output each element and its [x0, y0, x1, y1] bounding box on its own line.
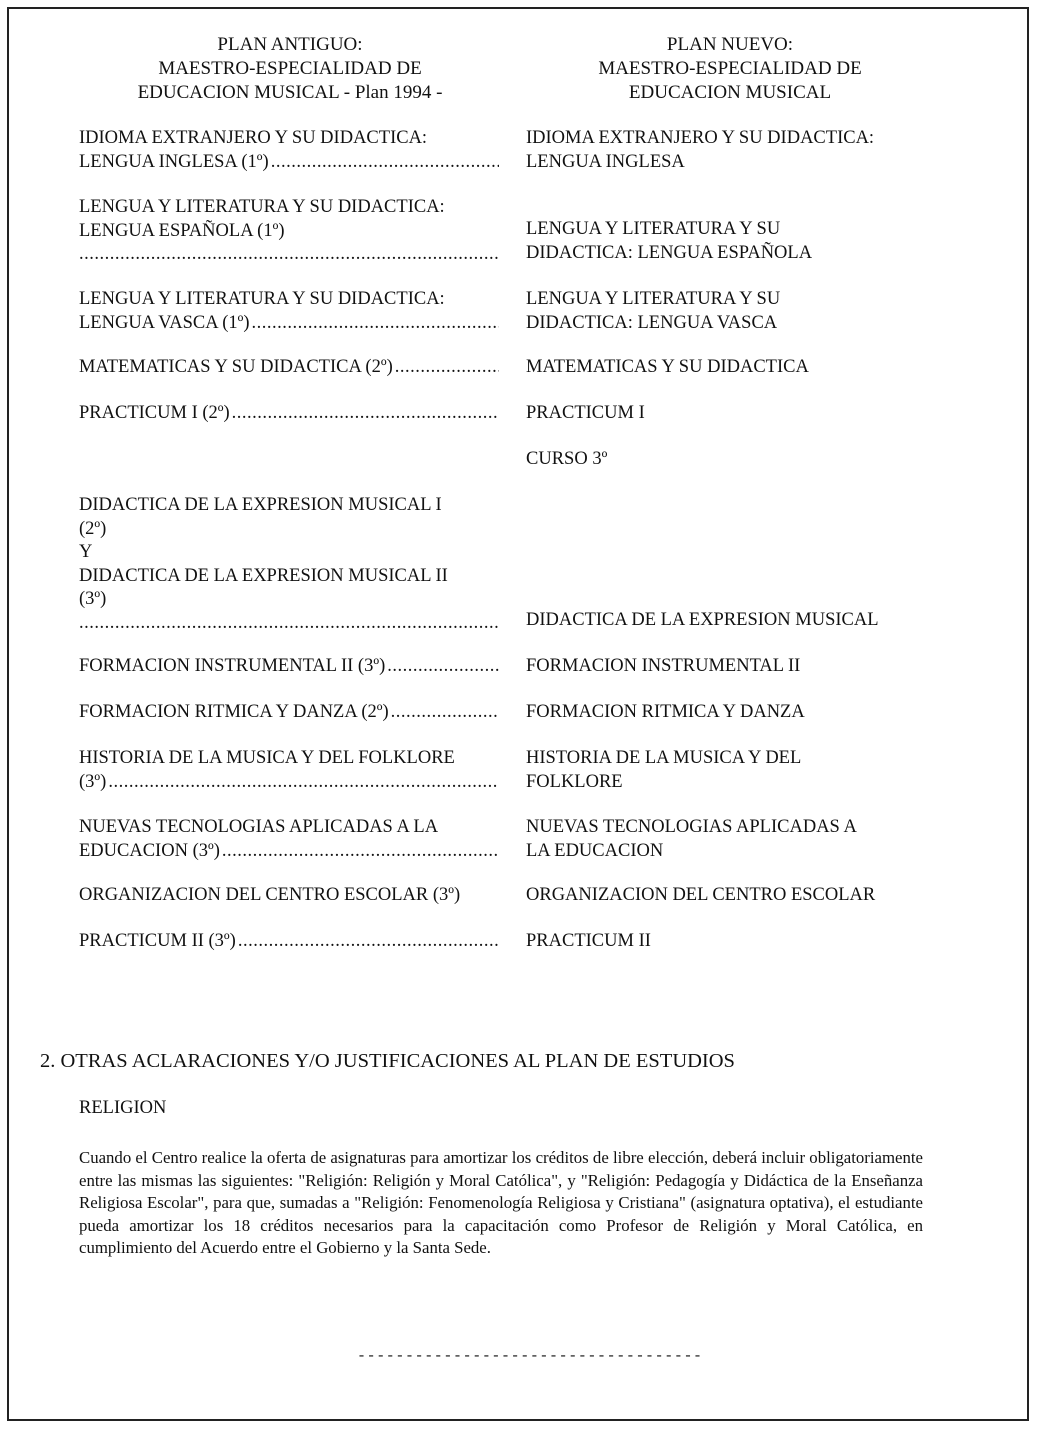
subject-line: IDIOMA EXTRANJERO Y SU DIDACTICA: [79, 128, 428, 148]
subject-line-row [79, 771, 499, 795]
subject-line: (3º) [79, 771, 107, 792]
subject-line: MATEMATICAS Y SU DIDACTICA [526, 357, 809, 377]
subject-line: PRACTICUM I (2º) [79, 403, 230, 423]
old-plan-header [100, 33, 480, 105]
subject-line: HISTORIA DE LA MUSICA Y DEL [526, 748, 802, 768]
subject-line: LENGUA ESPAÑOLA (1º) [79, 220, 285, 241]
leader-dots [395, 356, 499, 380]
old-subject-matematicas [79, 356, 499, 380]
subject-line: PRACTICUM II (3º) [79, 931, 236, 951]
leader-dots [238, 930, 499, 954]
subject-line: MATEMATICAS Y SU DIDACTICA (2º) [79, 357, 393, 377]
old-subject-expresion-musical [79, 494, 499, 635]
subject-line: (3º) [79, 589, 107, 609]
new-curso-3 [526, 448, 926, 472]
old-subject-historia [79, 747, 499, 794]
new-subject-vasca [526, 288, 926, 335]
new-subject-practicum-i [526, 402, 926, 426]
religion-heading: RELIGION [79, 1098, 167, 1118]
new-subject-matematicas [526, 356, 926, 380]
old-subject-ritmica [79, 701, 499, 725]
new-subject-instrumental [526, 655, 926, 679]
subject-line: NUEVAS TECNOLOGIAS APLICADAS A [526, 817, 857, 837]
subject-line: ORGANIZACION DEL CENTRO ESCOLAR (3º) [79, 885, 461, 905]
leader-dots [387, 655, 499, 679]
subject-line: LENGUA Y LITERATURA Y SU DIDACTICA: [79, 289, 445, 309]
new-subject-expresion-musical [526, 609, 926, 633]
leader-dots [108, 771, 499, 795]
header-line: EDUCACION MUSICAL [628, 82, 832, 103]
subject-line-row [79, 701, 499, 725]
subject-line: LA EDUCACION [526, 840, 664, 861]
subject-line: LENGUA INGLESA (1º) [79, 151, 269, 172]
old-subject-organizacion [79, 884, 499, 908]
subject-line: IDIOMA EXTRANJERO Y SU DIDACTICA: [526, 128, 875, 148]
subject-line-row [79, 356, 499, 380]
old-subject-practicum-i [79, 402, 499, 426]
old-subject-instrumental [79, 655, 499, 679]
subject-line: DIDACTICA DE LA EXPRESION MUSICAL [526, 610, 879, 630]
header-line: EDUCACION MUSICAL - Plan 1994 - [137, 82, 443, 103]
header-line: MAESTRO-ESPECIALIDAD DE [158, 58, 422, 79]
old-subject-idioma [79, 127, 499, 174]
subject-line: CURSO 3º [526, 449, 608, 469]
subject-line: LENGUA Y LITERATURA Y SU [526, 289, 781, 309]
new-subject-organizacion [526, 884, 926, 908]
new-subject-idioma [526, 127, 926, 174]
new-subject-historia [526, 747, 926, 794]
subject-line: DIDACTICA DE LA EXPRESION MUSICAL I [79, 495, 442, 515]
subject-line: ORGANIZACION DEL CENTRO ESCOLAR [526, 885, 876, 905]
end-rule: ------------------------------------ [357, 1348, 703, 1365]
subject-line-row [79, 655, 499, 679]
subject-line: PRACTICUM II [526, 931, 651, 951]
subject-line-row [79, 151, 499, 175]
subject-line: FORMACION RITMICA Y DANZA [526, 702, 805, 722]
subject-line-row [79, 612, 499, 636]
subject-line-row [79, 312, 499, 336]
header-line: PLAN ANTIGUO: [217, 34, 363, 55]
leader-dots [391, 701, 499, 725]
subject-line: HISTORIA DE LA MUSICA Y DEL FOLKLORE [79, 748, 455, 768]
subject-line: DIDACTICA DE LA EXPRESION MUSICAL II [79, 565, 448, 586]
subject-line: (2º) [79, 518, 107, 539]
section-heading: 2. OTRAS ACLARACIONES Y/O JUSTIFICACIONES AL PLAN DE ESTUDIOS [40, 1050, 735, 1072]
old-subject-espanola [79, 196, 499, 267]
subject-line: Y [79, 542, 93, 562]
new-subject-ritmica [526, 701, 926, 725]
subject-line: LENGUA Y LITERATURA Y SU DIDACTICA: [79, 197, 445, 217]
subject-line: LENGUA INGLESA [526, 151, 685, 172]
leader-dots [271, 151, 499, 175]
subject-line-row [79, 930, 499, 954]
subject-line: EDUCACION (3º) [79, 840, 220, 861]
subject-line: LENGUA Y LITERATURA Y SU [526, 219, 781, 239]
new-subject-espanola [526, 218, 926, 265]
subject-line: FORMACION INSTRUMENTAL II [526, 656, 801, 676]
subject-line-row [79, 840, 499, 864]
subject-line: DIDACTICA: LENGUA ESPAÑOLA [526, 242, 813, 263]
religion-paragraph: Cuando el Centro realice la oferta de asignaturas para amortizar los créditos de libre elección, deberá incluir obligatoriamente entre las mismas las siguientes: "Religión: Religión y Moral Católica", y "Religión: Pedagogía y Didáctica de la Enseñanza Religiosa Escolar", para que, sumadas a "Religión: Fenomenología Religiosa y Cristiana" (asignatura optativa), el estudiante pueda amortizar los 18 créditos necesarios para la capacitación como Profesor de Religión y Moral Católica, en cumplimiento del Acuerdo entre el Gobierno y la Santa Sede. [79, 1148, 923, 1257]
leader-dots [232, 402, 499, 426]
subject-line: LENGUA VASCA (1º) [79, 312, 250, 333]
new-subject-practicum-ii [526, 930, 926, 954]
header-line: MAESTRO-ESPECIALIDAD DE [598, 58, 862, 79]
leader-dots [79, 612, 499, 636]
subject-line: FORMACION INSTRUMENTAL II (3º) [79, 656, 386, 676]
subject-line: PRACTICUM I [526, 403, 645, 423]
old-subject-practicum-ii [79, 930, 499, 954]
header-line: PLAN NUEVO: [666, 34, 794, 55]
subject-line: NUEVAS TECNOLOGIAS APLICADAS A LA [79, 817, 439, 837]
subject-line-row [79, 402, 499, 426]
new-subject-tecnologias [526, 816, 926, 863]
leader-dots [79, 243, 499, 267]
subject-line-row [79, 243, 499, 267]
new-plan-header [540, 33, 920, 105]
old-subject-vasca [79, 288, 499, 335]
leader-dots [222, 840, 499, 864]
subject-line: FORMACION RITMICA Y DANZA (2º) [79, 702, 389, 722]
subject-line: FOLKLORE [526, 771, 623, 792]
subject-line: DIDACTICA: LENGUA VASCA [526, 312, 778, 333]
leader-dots [252, 312, 499, 336]
old-subject-tecnologias [79, 816, 499, 863]
